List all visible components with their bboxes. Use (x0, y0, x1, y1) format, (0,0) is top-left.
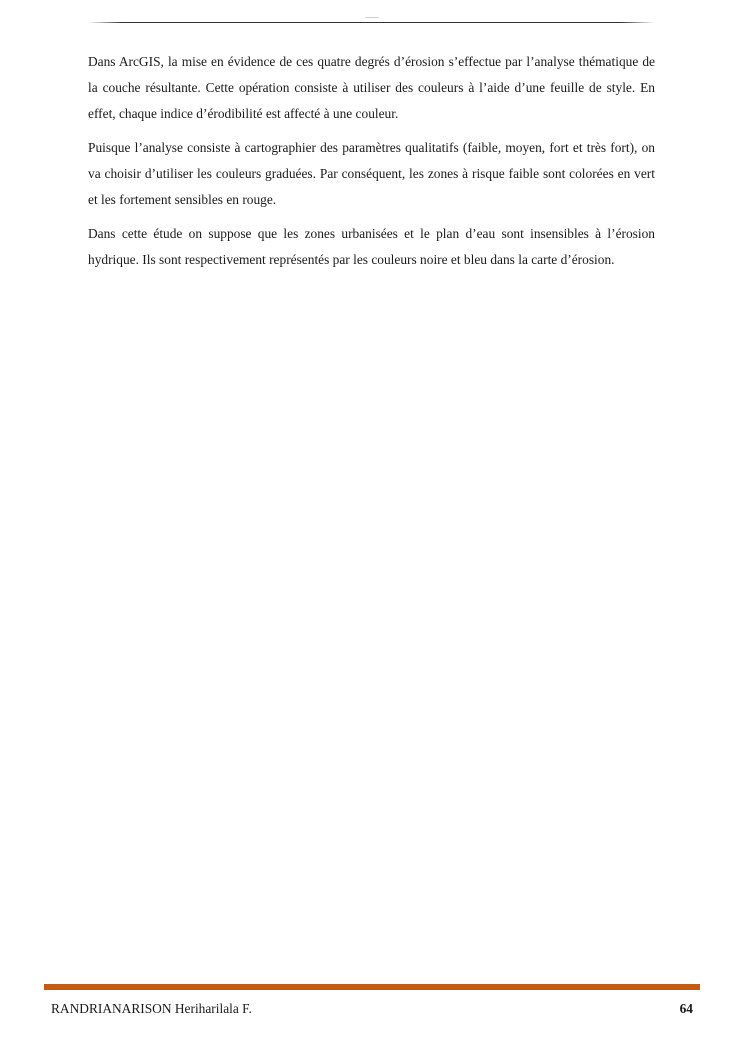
paragraph-insensitive-zones: Dans cette étude on suppose que les zones urbanisées et le plan d’eau sont insensibles à l’érosion hydrique. Ils sont respectivement représentés par les couleurs noire et bleu dans la carte d’érosion. (88, 226, 655, 267)
footer-author: RANDRIANARISON Heriharilala F. (51, 1001, 252, 1016)
page-number: 64 (679, 1001, 693, 1016)
paragraph-graduated-colors: Puisque l’analyse consiste à cartographier des paramètres qualitatifs (faible, moyen, fort et très fort), on va choisir d’utiliser les couleurs graduées. Par conséquent, les zones à risque faible sont colorées en vert et les fortement sensibles en rouge. (88, 140, 655, 207)
document-body (88, 49, 655, 281)
footer-bar (44, 984, 700, 990)
header-mark (365, 17, 379, 18)
paragraph-arcgis-styling: Dans ArcGIS, la mise en évidence de ces quatre degrés d’érosion s’effectue par l’analyse thématique de la couche résultante. Cette opération consiste à utiliser des couleurs à l’aide d’une feuille de style. En effet, chaque indice d’érodibilité est affecté à une couleur. (88, 54, 655, 121)
header-rule (88, 22, 655, 23)
